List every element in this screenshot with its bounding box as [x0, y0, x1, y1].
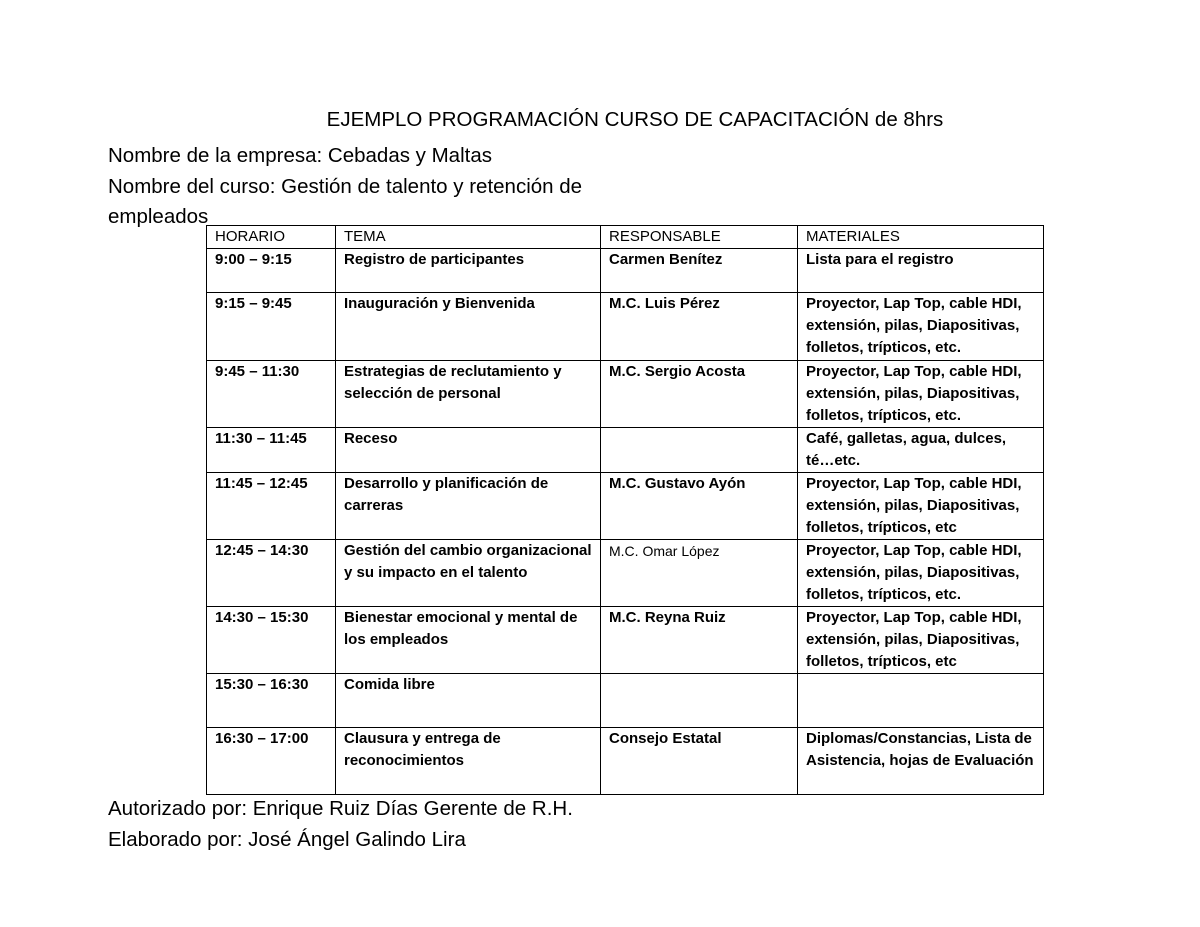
cell-responsable: Carmen Benítez	[601, 249, 798, 293]
schedule-table	[206, 225, 1044, 795]
header-materiales: MATERIALES	[798, 226, 1044, 249]
cell-materiales: Lista para el registro	[798, 249, 1044, 293]
cell-horario: 12:45 – 14:30	[207, 540, 336, 607]
cell-responsable: M.C. Omar López	[601, 540, 798, 607]
cell-tema: Registro de participantes	[336, 249, 601, 293]
table-row	[207, 361, 1044, 428]
cell-tema: Receso	[336, 428, 601, 473]
cell-tema: Desarrollo y planificación de carreras	[336, 473, 601, 540]
prepared-by-line: Elaborado por: José Ángel Galindo Lira	[108, 828, 466, 851]
cell-tema: Clausura y entrega de reconocimientos	[336, 728, 601, 795]
table-header-row	[207, 226, 1044, 249]
cell-tema: Gestión del cambio organizacional y su impacto en el talento	[336, 540, 601, 607]
course-name-line-continued: empleados	[108, 205, 209, 228]
cell-horario: 9:15 – 9:45	[207, 293, 336, 361]
cell-horario: 11:45 – 12:45	[207, 473, 336, 540]
cell-materiales	[798, 674, 1044, 728]
cell-responsable: Consejo Estatal	[601, 728, 798, 795]
table-row	[207, 728, 1044, 795]
header-tema: TEMA	[336, 226, 601, 249]
cell-horario: 9:00 – 9:15	[207, 249, 336, 293]
cell-responsable: M.C. Luis Pérez	[601, 293, 798, 361]
cell-materiales: Proyector, Lap Top, cable HDI, extensión, pilas, Diapositivas, folletos, trípticos, etc.	[798, 540, 1044, 607]
table-row	[207, 428, 1044, 473]
table-row	[207, 607, 1044, 674]
cell-horario: 16:30 – 17:00	[207, 728, 336, 795]
table-row	[207, 674, 1044, 728]
cell-tema: Estrategias de reclutamiento y selección de personal	[336, 361, 601, 428]
cell-materiales: Proyector, Lap Top, cable HDI, extensión, pilas, Diapositivas, folletos, trípticos, etc	[798, 607, 1044, 674]
table-row	[207, 293, 1044, 361]
table-row	[207, 249, 1044, 293]
cell-horario: 11:30 – 11:45	[207, 428, 336, 473]
cell-responsable	[601, 674, 798, 728]
cell-tema: Inauguración y Bienvenida	[336, 293, 601, 361]
table-row	[207, 473, 1044, 540]
cell-materiales: Diplomas/Constancias, Lista de Asistencia, hojas de Evaluación	[798, 728, 1044, 795]
cell-horario: 15:30 – 16:30	[207, 674, 336, 728]
table-row	[207, 540, 1044, 607]
company-name-line: Nombre de la empresa: Cebadas y Maltas	[108, 144, 492, 167]
cell-responsable: M.C. Sergio Acosta	[601, 361, 798, 428]
course-name-line: Nombre del curso: Gestión de talento y retención de	[108, 175, 583, 198]
cell-tema: Bienestar emocional y mental de los empleados	[336, 607, 601, 674]
cell-responsable: M.C. Gustavo Ayón	[601, 473, 798, 540]
cell-horario: 14:30 – 15:30	[207, 607, 336, 674]
cell-materiales: Café, galletas, agua, dulces, té…etc.	[798, 428, 1044, 473]
cell-tema: Comida libre	[336, 674, 601, 728]
document-title: EJEMPLO PROGRAMACIÓN CURSO DE CAPACITACIÓN de 8hrs	[326, 108, 944, 131]
cell-responsable	[601, 428, 798, 473]
cell-materiales: Proyector, Lap Top, cable HDI, extensión, pilas, Diapositivas, folletos, trípticos, etc.	[798, 361, 1044, 428]
header-horario: HORARIO	[207, 226, 336, 249]
header-responsable: RESPONSABLE	[601, 226, 798, 249]
cell-horario: 9:45 – 11:30	[207, 361, 336, 428]
authorized-by-line: Autorizado por: Enrique Ruiz Días Gerente de R.H.	[108, 797, 573, 820]
cell-responsable: M.C. Reyna Ruiz	[601, 607, 798, 674]
cell-materiales: Proyector, Lap Top, cable HDI, extensión, pilas, Diapositivas, folletos, trípticos, etc	[798, 473, 1044, 540]
cell-materiales: Proyector, Lap Top, cable HDI, extensión, pilas, Diapositivas, folletos, trípticos, etc.	[798, 293, 1044, 361]
